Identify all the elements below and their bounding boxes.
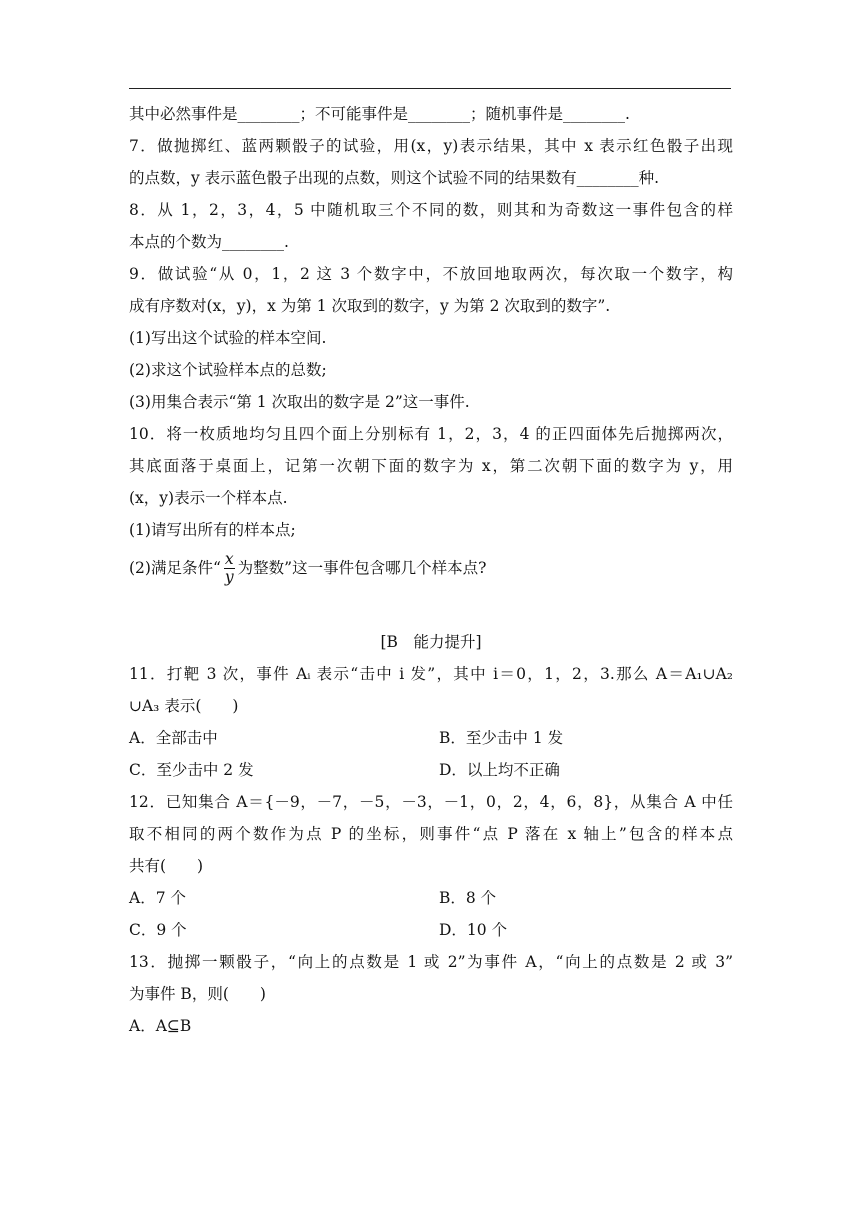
q9-part-3: (3)用集合表示“第 1 次取出的数字是 2”这一事件. (129, 393, 470, 411)
q11-line-1: 11．打靶 3 次，事件 Aᵢ 表示“击中 i 发”，其中 i＝0，1，2，3.那么 A＝A₁∪A₂ (129, 665, 733, 683)
q12-option-d: D．10 个 (439, 921, 508, 939)
q11-option-d: D．以上均不正确 (439, 761, 560, 779)
q8-line-1: 8．从 1，2，3，4，5 中随机取三个不同的数，则其和为奇数这一事件包含的样 (129, 201, 733, 219)
q11-option-c: C．至少击中 2 发 (129, 761, 254, 779)
question-content (129, 98, 733, 1042)
q11-option-b: B．至少击中 1 发 (439, 729, 564, 747)
q13-option-a: A．A⊆B (129, 1017, 192, 1035)
q11-options-row-1 (129, 722, 733, 754)
q12-options-row-1 (129, 882, 733, 914)
q10-part-2 (129, 546, 733, 590)
q10-line-3: (x，y)表示一个样本点. (129, 489, 288, 507)
q11-option-a: A．全部击中 (129, 729, 218, 747)
q10-part-2-prefix: (2)满足条件“ (129, 559, 221, 577)
fraction-x-over-y (224, 551, 235, 586)
q9-part-2: (2)求这个试验样本点的总数; (129, 361, 327, 379)
q9-line-1: 9．做试验“从 0，1，2 这 3 个数字中，不放回地取两次，每次取一个数字，构 (129, 265, 733, 283)
fraction-denominator: y (224, 567, 234, 586)
q10-line-1: 10．将一枚质地均匀且四个面上分别标有 1，2，3，4 的正四面体先后抛掷两次， (129, 425, 733, 443)
q12-option-c: C．9 个 (129, 921, 187, 939)
q12-options-row-2 (129, 914, 733, 946)
q10-part-1: (1)请写出所有的样本点; (129, 521, 296, 539)
q10-line-2: 其底面落于桌面上，记第一次朝下面的数字为 x，第二次朝下面的数字为 y，用 (129, 457, 733, 475)
q13-line-2: 为事件 B，则( ) (129, 985, 266, 1003)
q6-answer-line: 其中必然事件是________；不可能事件是________；随机事件是________. (129, 105, 630, 123)
q11-line-2: ∪A₃ 表示( ) (129, 697, 239, 715)
q11-options-row-2 (129, 754, 733, 786)
header-rule (129, 88, 731, 89)
q9-line-2: 成有序数对(x，y)，x 为第 1 次取到的数字，y 为第 2 次取到的数字”. (129, 297, 611, 315)
q12-option-a: A．7 个 (129, 889, 186, 907)
section-heading: [B 能力提升] (380, 633, 482, 651)
q9-part-1: (1)写出这个试验的样本空间. (129, 329, 327, 347)
q12-line-1: 12．已知集合 A＝{－9，－7，－5，－3，－1，0，2，4，6，8}，从集合 A 中任 (129, 793, 733, 811)
q12-option-b: B．8 个 (439, 889, 497, 907)
q10-part-2-suffix: 为整数”这一事件包含哪几个样本点? (237, 559, 487, 577)
fraction-numerator: x (224, 549, 234, 568)
q7-line-2: 的点数，y 表示蓝色骰子出现的点数，则这个试验不同的结果数有________种. (129, 169, 660, 187)
q8-line-2: 本点的个数为________. (129, 233, 289, 251)
q7-line-1: 7．做抛掷红、蓝两颗骰子的试验，用(x，y)表示结果，其中 x 表示红色骰子出现 (129, 137, 733, 155)
q13-line-1: 13．抛掷一颗骰子，“向上的点数是 1 或 2”为事件 A，“向上的点数是 2 或 3” (129, 953, 733, 971)
q12-line-3: 共有( ) (129, 857, 204, 875)
q12-line-2: 取不相同的两个数作为点 P 的坐标，则事件“点 P 落在 x 轴上”包含的样本点 (129, 825, 733, 843)
